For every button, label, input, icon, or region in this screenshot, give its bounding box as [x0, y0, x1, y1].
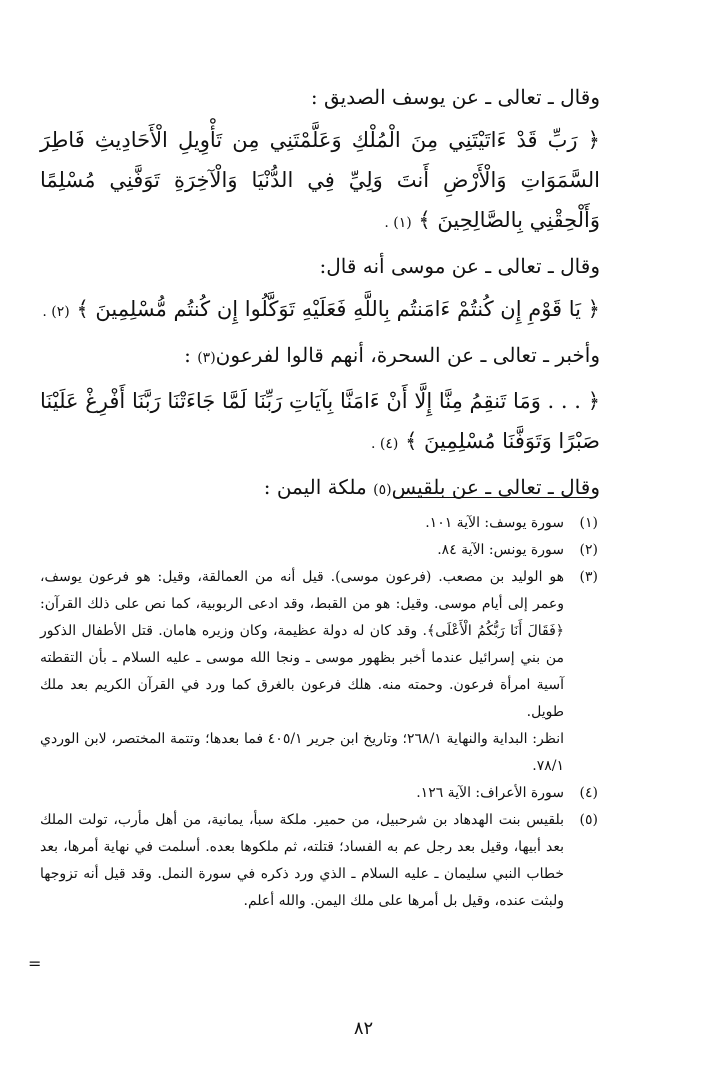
footnote-text: سورة الأعراف: الآية ١٢٦.: [416, 785, 564, 801]
footnote-divider: [398, 497, 596, 498]
footnote-1: [40, 510, 598, 537]
footnote-3-body: [40, 564, 564, 780]
footnote-text: سورة يونس: الآية ٨٤.: [437, 542, 564, 558]
footnote-3: [40, 564, 598, 780]
page-number: ٨٢: [353, 1018, 374, 1039]
footnote-ref-4: (٤) .: [371, 436, 399, 452]
intro-bilqis: [40, 468, 600, 509]
intro-musa: وقال ـ تعالى ـ عن موسى أنه قال:: [319, 254, 600, 278]
main-text-block: [40, 78, 600, 513]
footnote-ref-2: (٢) .: [42, 304, 70, 320]
footnote-5: [40, 807, 598, 915]
footnote-number: (٥): [579, 812, 598, 828]
intro-sahara-text: وأخبر ـ تعالى ـ عن السحرة، أنهم قالوا لفرعون: [215, 343, 600, 367]
footnote-number: (٣): [579, 569, 598, 585]
verse-sahara-text: ﴿ . . . وَمَا تَنقِمُ مِنَّا إِلَّا أَنْ ءَامَنَّا بِآيَاتِ رَبِّنَا لَمَّا جَاءَتْنَا رَبَّنَا أَفْرِغْ عَلَيْنَا صَبْرًا وَتَوَفَّنَا مُسْلِمِينَ ﴾: [40, 389, 600, 453]
intro-sahara: [40, 336, 600, 377]
continuation-mark: =: [28, 954, 42, 973]
footnote-ref-3: (٣): [197, 350, 216, 366]
verse-musa-text: ﴿ يَا قَوْمِ إِن كُنتُمْ ءَامَنتُم بِاللَّهِ فَعَلَيْهِ تَوَكَّلُوا إِن كُنتُم مُّسْلِمِينَ ﴾: [76, 297, 600, 321]
footnote-4: [40, 780, 598, 807]
verse-yusuf-text: ﴿ رَبِّ قَدْ ءَاتَيْتَنِي مِنَ الْمُلْكِ وَعَلَّمْتَنِي مِن تَأْوِيلِ الْأَحَادِيثِ فَاطِرَ السَّمَوَاتِ وَالْأَرْضِ أَنتَ وَلِيِّ فِي الدُّنْيَا وَالْآخِرَةِ تَوَفَّنِي مُسْلِمًا وَأَلْحِقْنِي بِالصَّالِحِينَ ﴾: [40, 128, 600, 232]
footnote-number: (٤): [579, 785, 598, 801]
footnote-text: سورة يوسف: الآية ١٠١.: [425, 515, 564, 531]
intro-bilqis-end: ملكة اليمن :: [263, 475, 374, 499]
verse-sahara: [40, 381, 600, 464]
footnote-number: (١): [579, 515, 598, 531]
intro-sahara-end: :: [184, 343, 198, 367]
intro-bilqis-text: وقال ـ تعالى ـ عن بلقيس: [391, 475, 600, 499]
footnote-ref-5: (٥): [373, 482, 392, 498]
footnotes: [40, 510, 598, 915]
footnote-text: بلقيس بنت الهدهاد بن شرحبيل، من حمير. ملكة سبأ، يمانية، من أهل مأرب، تولت الملك بعد أبيها، وقيل بعد رجل عم به الفساد؛ قتلته، ثم ملكوها بعده. أسلمت في نهاية أمرها، بعد خطاب النبي سليمان ـ عليه السلام ـ الذي ورد ذكره في سورة النمل. وقد قيل أنه تزوجها ولبثت عنده، وقيل بل أمرها على ملك اليمن. والله أعلم.: [40, 812, 564, 909]
footnote-source: انظر: البداية والنهاية ٢٦٨/١؛ وتاريخ ابن جرير ٤٠٥/١ فما بعدها؛ وتتمة المختصر، لابن الوردي ٧٨/١.: [40, 731, 564, 774]
footnote-number: (٢): [579, 542, 598, 558]
footnote-text: هو الوليد بن مصعب. (فرعون موسى). قيل أنه من العمالقة، وقيل: هو فرعون يوسف، وعمر إلى أيام موسى. وقيل: هو من القبط، وقد ادعى الربوبية، كما نص على ذلك القرآن: ﴿فَقَالَ أَنَا رَبُّكُمُ الْأَعْلَى﴾. وقد كان له دولة عظيمة، وكان وزيره هامان. قتل الأطفال الذكور من بني إسرائيل عندما أخبر بظهور موسى ـ ونجا الله موسى ـ عليه السلام ـ بأن التقطته آسية امرأة فرعون. وحمته منه. هلك فرعون بالغرق كما ورد في القرآن الكريم بعد ملك طويل.: [40, 569, 564, 720]
verse-yusuf: [40, 120, 600, 243]
verse-musa: [40, 289, 600, 332]
footnote-2: [40, 537, 598, 564]
intro-yusuf: وقال ـ تعالى ـ عن يوسف الصديق :: [310, 85, 600, 109]
footnote-ref-1: (١) .: [384, 215, 412, 231]
